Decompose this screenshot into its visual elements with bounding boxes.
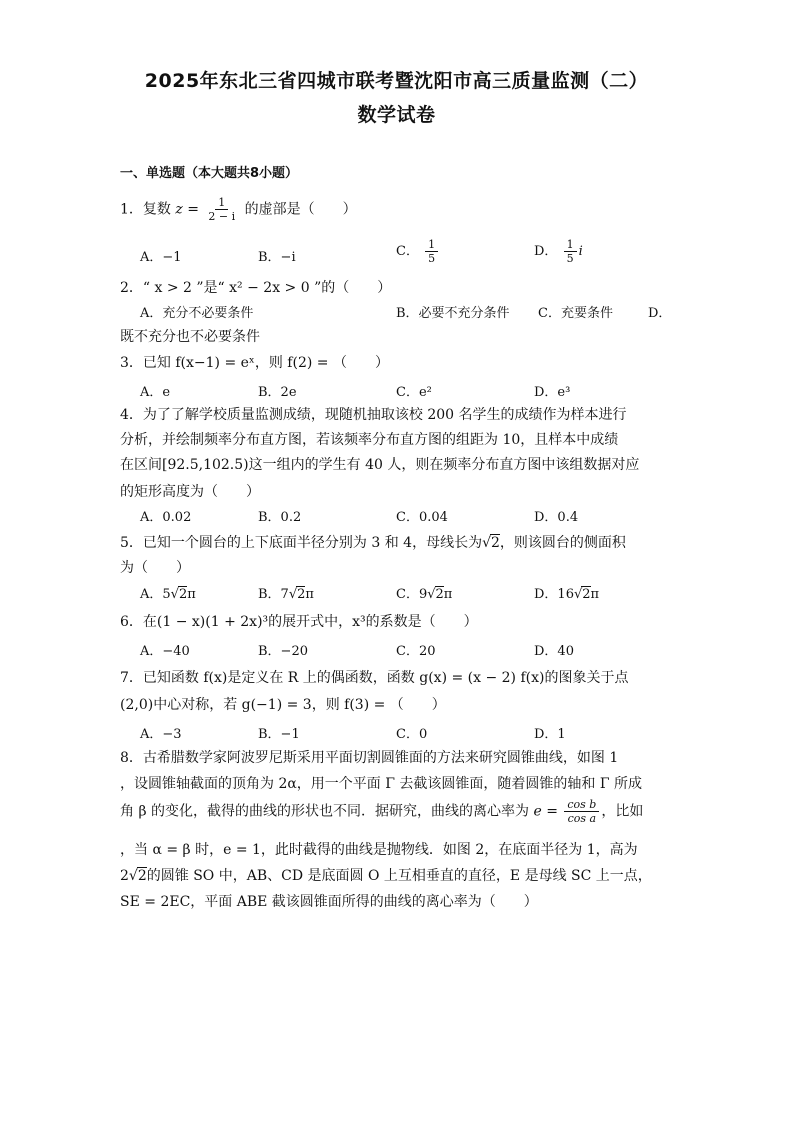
q2-option-b[interactable]: B．必要不充分条件 — [396, 306, 510, 321]
question-4-line-4: 的矩形高度为（ ） — [120, 484, 260, 500]
q8-frac-den: cos a — [567, 812, 597, 825]
question-8-line-3 — [120, 798, 643, 825]
q1-option-c-den: 5 — [428, 252, 436, 265]
q1-option-d-num: 1 — [564, 238, 577, 252]
q1-option-a[interactable]: A．−1 — [140, 250, 182, 265]
q2-option-a[interactable]: A．充分不必要条件 — [140, 306, 254, 321]
q8-line5-sqrt: 2 — [137, 868, 147, 884]
q5-option-a-sqrt: 2 — [178, 587, 188, 602]
q5-option-d-pi: π — [590, 587, 600, 602]
q3-option-a[interactable]: A．e — [140, 385, 171, 400]
question-8-line-1: 8．古希腊数学家阿波罗尼斯采用平面切割圆锥面的方法来研究圆锥曲线，如图 1 — [120, 750, 619, 766]
q1-frac-num: 1 — [215, 196, 228, 210]
q5-option-b-sqrt: 2 — [297, 587, 306, 602]
q5-text-a: 5．已知一个圆台的上下底面半径分别为 3 和 4，母线长为 — [120, 535, 483, 551]
question-4-line-1: 4．为了了解学校质量监测成绩，现随机抽取该校 200 名学生的成绩作为样本进行 — [120, 407, 627, 423]
question-4-line-3: 在区间[92.5,102.5)这一组内的学生有 40 人，则在频率分布直方图中该组数据对应 — [120, 457, 640, 473]
q5-option-d-sqrt: 2 — [582, 587, 591, 602]
q5-option-c[interactable]: C．9√2π — [396, 587, 453, 602]
q5-option-b[interactable]: B．7√2π — [258, 587, 314, 602]
q4-option-a[interactable]: A．0.02 — [140, 510, 192, 525]
q4-option-d[interactable]: D．0.4 — [534, 510, 579, 525]
q6-option-d[interactable]: D．40 — [534, 644, 574, 659]
q8-frac-num: cos b — [564, 798, 599, 812]
q1-option-d-frac — [564, 238, 577, 265]
question-7-line-2: (2,0)中心对称，若 g(−1) = 3，则 f(3) = （ ） — [120, 697, 446, 713]
q5-sqrt-arg: 2 — [491, 535, 500, 551]
q5-text-b: ，则该圆台的侧面积 — [499, 535, 626, 551]
question-8-line-2: ，设圆锥轴截面的顶角为 2α，用一个平面 Γ 去截该圆锥面，随着圆锥的轴和 Γ 所成 — [120, 776, 643, 792]
question-7-line-1: 7．已知函数 f(x)是定义在 R 上的偶函数，函数 g(x) = (x − 2) f(x)的图象关于点 — [120, 670, 629, 686]
q1-option-c-label: C． — [396, 244, 419, 259]
exam-subtitle: 数学试卷 — [357, 104, 436, 126]
q5-option-c-sqrt: 2 — [435, 587, 444, 602]
question-3: 3．已知 f(x−1) = eˣ，则 f(2) = （ ） — [120, 355, 389, 371]
question-6: 6．在(1 − x)(1 + 2x)³的展开式中，x³的系数是（ ） — [120, 614, 478, 630]
q5-option-c-pi: π — [443, 587, 453, 602]
q8-line5-text: 的圆锥 SO 中，AB、CD 是底面圆 O 上互相垂直的直径，E 是母线 SC 上一点， — [146, 868, 652, 884]
question-8-line-5: 2√2的圆锥 SO 中，AB、CD 是底面圆 O 上互相垂直的直径，E 是母线 SC 上一点， — [120, 868, 652, 884]
q1-fraction — [205, 196, 238, 223]
q7-option-c[interactable]: C．0 — [396, 727, 428, 742]
q8-eccentricity-frac — [564, 798, 599, 825]
question-5-line-1: 5．已知一个圆台的上下底面半径分别为 3 和 4，母线长为√2，则该圆台的侧面积 — [120, 535, 626, 551]
q6-option-b[interactable]: B．−20 — [258, 644, 308, 659]
q5-option-d-text: D．16 — [534, 587, 574, 602]
q5-option-d[interactable]: D．16√2π — [534, 587, 600, 602]
q8-eccentricity-lhs: e = — [533, 803, 558, 820]
q1-suffix: 的虚部是（ ） — [244, 201, 357, 218]
question-4-line-2: 分析，并绘制频率分布直方图，若该频率分布直方图的组距为 10，且样本中成绩 — [120, 432, 619, 448]
question-1 — [120, 196, 357, 223]
q3-option-c[interactable]: C．e² — [396, 385, 432, 400]
q1-prefix: 1．复数 — [120, 201, 171, 218]
q8-line3-tail: ，比如 — [601, 803, 644, 820]
q1-option-c-num: 1 — [425, 238, 438, 252]
q1-option-d[interactable] — [534, 238, 583, 265]
q1-option-c[interactable] — [396, 238, 440, 265]
q1-option-d-tail: i — [578, 244, 583, 259]
q1-option-b[interactable]: B．−i — [258, 250, 296, 265]
question-2: 2．“ x > 2 ”是“ x² − 2x > 0 ”的（ ） — [120, 280, 392, 296]
q6-option-a[interactable]: A．−40 — [140, 644, 190, 659]
q3-option-b[interactable]: B．2e — [258, 385, 297, 400]
q6-option-c[interactable]: C．20 — [396, 644, 436, 659]
q5-option-a[interactable]: A．5√2π — [140, 587, 196, 602]
q5-option-b-pi: π — [305, 587, 314, 602]
section-heading: 一、单选题（本大题共8小题） — [120, 166, 299, 181]
q8-line3-text: 角 β 的变化，截得的曲线的形状也不同．据研究，曲线的离心率为 — [120, 803, 529, 820]
q2-option-d[interactable]: D． — [648, 306, 672, 321]
q7-option-d[interactable]: D．1 — [534, 727, 566, 742]
question-5-line-2: 为（ ） — [120, 560, 190, 576]
q1-expr-lhs: z = — [175, 201, 199, 218]
q4-option-c[interactable]: C．0.04 — [396, 510, 448, 525]
q1-option-d-label: D． — [534, 244, 558, 259]
question-8-line-4: ，当 α = β 时，e = 1，此时截得的曲线是抛物线．如图 2，在底面半径为 1，高为 — [120, 842, 638, 858]
q4-option-b[interactable]: B．0.2 — [258, 510, 302, 525]
q1-frac-den: 2 − i — [208, 210, 236, 223]
q2-option-c[interactable]: C．充要条件 — [538, 306, 613, 321]
q5-option-a-text: A．5 — [140, 587, 171, 602]
q1-option-c-frac — [425, 238, 438, 265]
exam-title: 2025年东北三省四城市联考暨沈阳市高三质量监测（二） — [144, 70, 649, 92]
question-8-line-6: SE = 2EC，平面 ABE 截该圆锥面所得的曲线的离心率为（ ） — [120, 894, 538, 910]
q5-option-a-pi: π — [187, 587, 196, 602]
q5-option-b-text: B．7 — [258, 587, 289, 602]
q1-option-d-den: 5 — [566, 252, 574, 265]
q7-option-a[interactable]: A．−3 — [140, 727, 182, 742]
q3-option-d[interactable]: D．e³ — [534, 385, 571, 400]
q8-line5-coef: 2 — [120, 868, 129, 884]
q2-option-d-text: 既不充分也不必要条件 — [120, 329, 260, 345]
q7-option-b[interactable]: B．−1 — [258, 727, 300, 742]
q5-option-c-text: C．9 — [396, 587, 428, 602]
